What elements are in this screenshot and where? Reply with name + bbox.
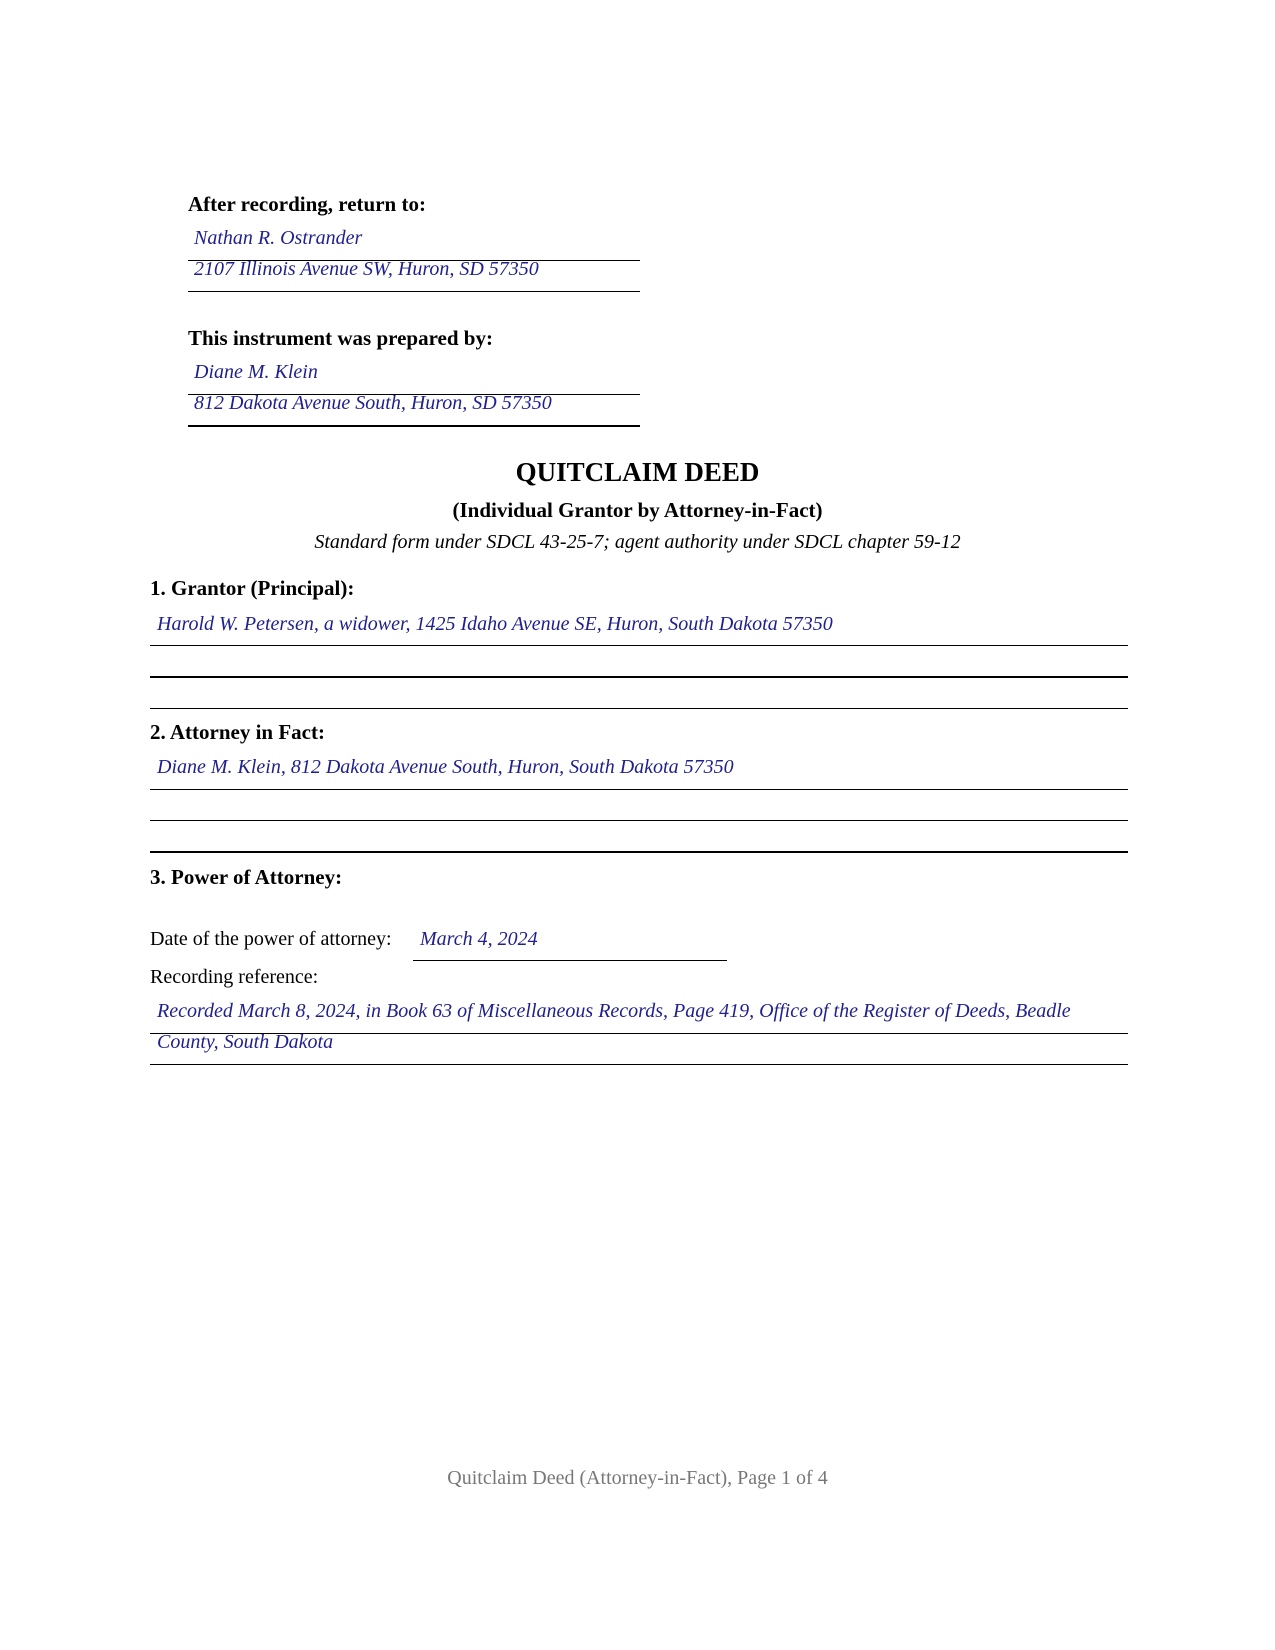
poa-date-value: March 4, 2024 <box>420 928 538 950</box>
power-of-attorney-heading: 3. Power of Attorney: <box>150 865 343 889</box>
grantor-line-3 <box>150 708 1128 709</box>
grantor-heading: 1. Grantor (Principal): <box>150 576 355 600</box>
attorney-line-1 <box>150 789 1128 790</box>
return-to-name: Nathan R. Ostrander <box>194 227 363 249</box>
document-note: Standard form under SDCL 43-25-7; agent authority under SDCL chapter 59-12 <box>314 531 961 553</box>
document-subtitle: (Individual Grantor by Attorney-in-Fact) <box>452 498 823 522</box>
return-to-address: 2107 Illinois Avenue SW, Huron, SD 57350 <box>194 258 539 280</box>
poa-date-label: Date of the power of attorney: <box>150 928 392 950</box>
prepared-by-name: Diane M. Klein <box>194 361 318 383</box>
grantor-line-1 <box>150 645 1128 646</box>
attorney-in-fact-heading: 2. Attorney in Fact: <box>150 720 325 744</box>
prepared-by-heading: This instrument was prepared by: <box>188 326 493 350</box>
prepared-by-address: 812 Dakota Avenue South, Huron, SD 57350 <box>194 392 552 414</box>
attorney-in-fact-value: Diane M. Klein, 812 Dakota Avenue South, Huron, South Dakota 57350 <box>157 756 734 778</box>
grantor-line-2 <box>150 676 1128 678</box>
prepared-by-address-line <box>188 425 640 427</box>
attorney-line-2 <box>150 820 1128 821</box>
recording-line-2 <box>150 1064 1128 1065</box>
recording-reference-line-2: County, South Dakota <box>157 1031 334 1053</box>
return-to-address-line <box>188 291 640 292</box>
grantor-value: Harold W. Petersen, a widower, 1425 Idaho Avenue SE, Huron, South Dakota 57350 <box>157 613 833 635</box>
attorney-line-3 <box>150 851 1128 853</box>
poa-date-line <box>413 960 727 961</box>
recording-reference-line-1: Recorded March 8, 2024, in Book 63 of Miscellaneous Records, Page 419, Office of the Register of Deeds, Beadle <box>157 1000 1071 1022</box>
page-footer: Quitclaim Deed (Attorney-in-Fact), Page 1 of 4 <box>447 1467 828 1489</box>
document-title: QUITCLAIM DEED <box>515 457 760 487</box>
recording-reference-label: Recording reference: <box>150 966 319 988</box>
return-to-heading: After recording, return to: <box>188 192 426 216</box>
